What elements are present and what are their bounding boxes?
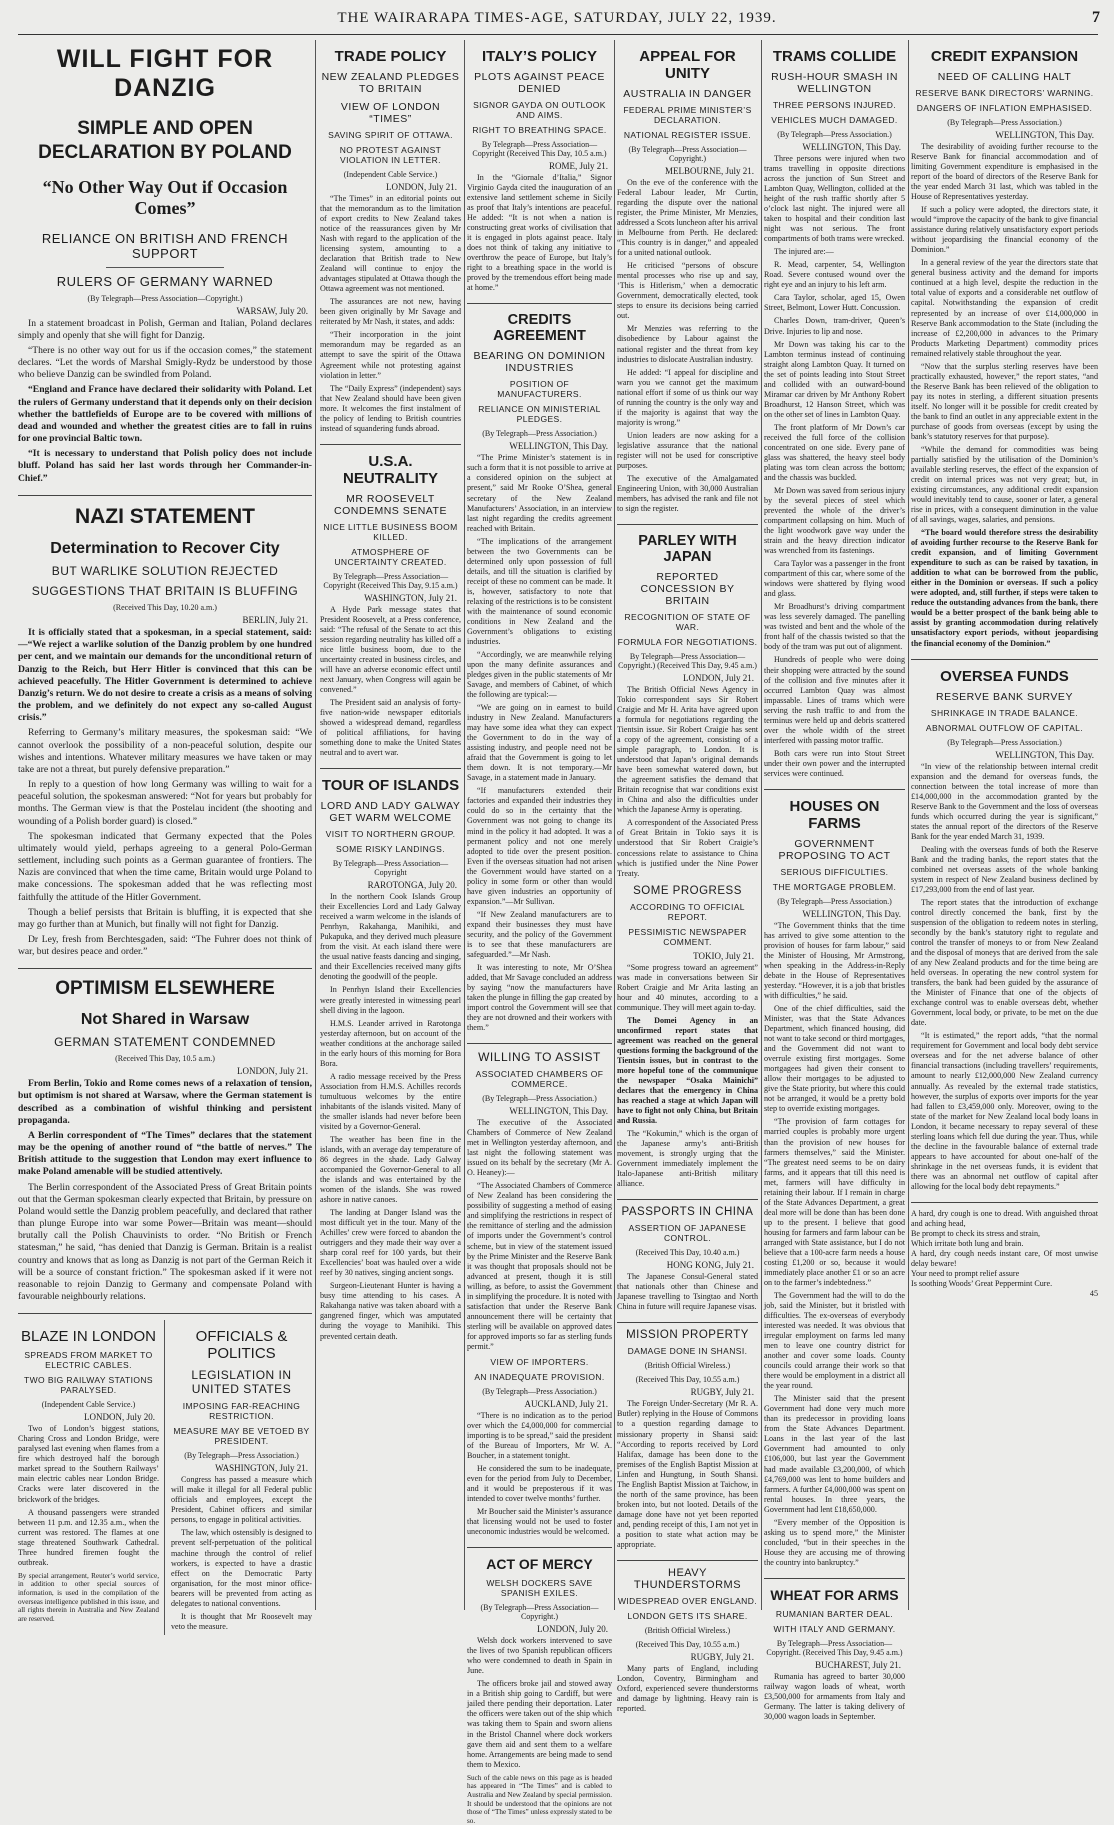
paragraph: In the “Giornale d’Italia,” Signor Virginio Gayda cited the inauguration of an extensive land settlement scheme in Sicily as proof that Italy’s intentions are peaceful. He added: “It is not when a nation is constructing great works of civilisation that it is engaged in plots against peace. Italy does not think of taking any initiative to overthrow the peace of Europe, but Italy’s right to a breathing space in the world is proved by the tremendous effort being made at home.”: [467, 173, 612, 293]
credit-expansion-headline: CREDIT EXPANSION: [930, 48, 1079, 65]
italy-deck-2: RIGHT TO BREATHING SPACE.: [472, 125, 607, 135]
credit-line: (By Telegraph—Press Association.): [482, 1386, 597, 1396]
progress-deck-2: PESSIMISTIC NEWSPAPER COMMENT.: [628, 926, 747, 947]
tour-deck-1: VISIT TO NORTHERN GROUP.: [325, 829, 456, 840]
parley-subheadline: REPORTED CONCESSION BY BRITAIN: [640, 571, 735, 607]
article-body: [320, 194, 461, 434]
column-2: [320, 40, 461, 1610]
nazi-headline: NAZI STATEMENT: [74, 504, 256, 528]
paragraph: He criticised “persons of obscure mental processes who rise up and say, ‘This is Hitlerism,’ when a democratic Government, democratically elected, took steps to ensure its decisions being carried out.: [617, 261, 758, 321]
italy-headline: ITALY’S POLICY: [481, 48, 598, 65]
advert-line: Is soothing Woods’ Great Peppermint Cure.: [911, 1279, 1053, 1289]
usa-deck-2: ATMOSPHERE OF UNCERTAINTY CREATED.: [334, 546, 447, 567]
importers-headline: VIEW OF IMPORTERS.: [490, 1356, 589, 1367]
credits-deck-2: RELIANCE ON MINISTERIAL PLEDGES.: [478, 404, 601, 425]
paragraph: He added: “I appeal for discipline and warn you we cannot get the maximum national effort if some of us think our way of running the country is the only way and if the majority is against that way the majority is wrong.”: [617, 367, 758, 427]
nazi-deck-2: SUGGESTIONS THAT BRITAIN IS BLUFFING: [31, 583, 299, 598]
paragraph: Cara Taylor was a passenger in the front compartment of this car, where some of the windows were shattered by flying wood and glass.: [764, 559, 905, 599]
paragraph: “It is estimated,” the report adds, “that the normal requirement for Government and local body debt service overseas and for the net adverse balance of other financial transactions (including travellers’ requirements, amount to nearly £12,000,000 New Zealand currency annually. As revealed by the external trade statistics, however, the surplus of exports over imports for the year had fallen to £3,459,000 only. Moreover, owing to the state of the market for New Zealand local body loans in London, it became necessary to repay several of these sterling loans which fell due during the year. Thus, while the decline in the favourable balance of external trade appears to have accounted for about one-half of the shrinkage in the net overseas funds, it is evident that there was an abnormal net outflow of capital after allowing for the local body debt repayments.”: [911, 1031, 1098, 1191]
divider: [106, 267, 224, 268]
optimism-subheadline: Not Shared in Warsaw: [80, 1011, 250, 1029]
advert-line: Which irritate both lung and brain.: [911, 1238, 1024, 1248]
paragraph: The British Official News Agency in Tokio correspondent says Sir Robert Craigie and Mr H. Arita have agreed upon a formula for negotiations regarding the Tientsin issue. Sir Robert Craigie has sent a copy of the agreement, consisting of a simple paragraph, to London. It is understood that Japan’s original demands have been somewhat watered down, but the agreement satisfies the demand that Britain recognise that war conditions exist in China and also the difficulties under which the Japanese Army is operating.: [617, 685, 758, 815]
paragraph: In a statement broadcast in Polish, German and Italian, Poland declares simply and openly that she will fight for Danzig.: [18, 317, 312, 341]
trams-headline: TRAMS COLLIDE: [772, 48, 897, 65]
tour-subheadline: LORD AND LADY GALWAY GET WARM WELCOME: [320, 800, 461, 825]
paragraph: Mr Menzies was referring to the disobedience by Labour against the national register and the threat from key industries to dislocate Australian industry.: [617, 324, 758, 364]
trade-deck-1: VIEW OF LONDON “TIMES”: [340, 101, 441, 125]
times-footnote: Such of the cable news on this page as is headed has appeared in “The Times” and is cabled to Australia and New Zealand by special permission. It should be understood that the opinions are not those of “The Times” unless expressly stated to be so.: [467, 1773, 612, 1825]
willing-deck: ASSOCIATED CHAMBERS OF COMMERCE.: [475, 1069, 604, 1090]
credit-line: (Independent Cable Service.): [41, 1400, 136, 1410]
column-divider: [315, 40, 316, 1610]
credit-line: (By Telegraph—Press Association.): [482, 1094, 597, 1104]
paragraph: Mr Boucher said the Minister’s assurance that licensing would not be used to foster uneconomic industries would be welcomed.: [467, 1507, 612, 1537]
paragraph: “If New Zealand manufacturers are to expand their businesses they must have security, and the policy of the Government is to see that these manufacturers are safeguarded.”—Mr Nash.: [467, 909, 612, 959]
parley-deck-2: FORMULA FOR NEGOTIATIONS.: [617, 637, 758, 647]
credit-line: (By Telegraph—Press Association—Copyright.): [87, 293, 243, 303]
received-line: (Received This Day, 10.5 a.m.): [115, 1054, 215, 1064]
page-number: 7: [1092, 9, 1100, 26]
paragraph: The law, which ostensibly is designed to prevent self-perpetuation of the political machine through the control of relief workers, is expected to have a drastic effect on the Democratic Party organisation, for the most minor office-bearers will be prevented from acting as delegates to national conventions.: [171, 1528, 312, 1608]
credit-line: (By Telegraph—Press Association.): [482, 429, 597, 439]
paragraph: In Penrhyn Island their Excellencies were greatly interested in witnessing pearl shell diving in the lagoon.: [320, 985, 461, 1015]
credit-line: (By Telegraph—Press Association—Copyright.): [628, 145, 747, 163]
tour-deck-2: SOME RISKY LANDINGS.: [336, 844, 445, 855]
paragraph: Dealing with the overseas funds of both the Reserve Bank and the trading banks, the report states that the combined net overseas assets of the whole banking system in respect of New Zealand business declined by £17,293,000 from the end of last year.: [911, 844, 1098, 894]
column-divider: [908, 40, 909, 1610]
article-body: [764, 1672, 905, 1722]
oversea-funds-deck-1: SHRINKAGE IN TRADE BALANCE.: [930, 707, 1079, 718]
received-line: (Received This Day, 10.55 a.m.): [635, 1375, 740, 1385]
credit-line: By Telegraph—Press Association—Copyright. (Received This Day, 9.45 a.m.): [766, 1638, 903, 1657]
paragraph: The President said an analysis of forty-five nation-wide newspaper editorials showed a widespread demand, regardless of political affiliations, for having something done to make the United States neutral and to avert war.: [320, 698, 461, 758]
masthead: [0, 0, 1114, 34]
paragraph: “Now that the surplus sterling reserves have been practically exhausted, however,” the report states, “and the Reserve Bank has been relieved of the obligation to pay its notes in sterling, a different situation presents itself. No longer will it be possible for credit created by the bank to find an outlet in any appreciable extent in the purchase of goods from overseas (except by using the bank’s statutory reserves for that purpose).: [911, 361, 1098, 441]
paragraph: In the northern Cook Islands Group their Excellencies Lord and Lady Galway received a warm welcome in the islands of Penrhyn, Rakahanga, Manihiki, and Pukapuka, and they derived much pleasure from the visit. At each island there were the usual native feasts dancing and singing, and their Excellencies received many gifts denoting the goodwill of the people.: [320, 892, 461, 982]
paragraph: The Minister said that the present Government had done very much more than its predecessor in providing loans from the State Advances Department. Loans in the last year of the last Government had amounted to only £106,000, but last year the Government had made available £3,200,000, of which £4,769,000 was lent to home builders and farmers. A further £4,000,000 was spent on rental houses. In three years, the Government had lent £18,650,000.: [764, 1394, 905, 1514]
column-divider: [614, 40, 615, 1610]
paragraph: The spokesman indicated that Germany expected that the Poles ultimately would yield, perhaps agreeing to a general Polo-German settlement, including such points as a German guarantee of frontiers. The Nazis are convinced that when the time came, Britain would urge Poland to make concessions. The spokesman added that he was reflecting most faithfully the attitude of the Hitler Government.: [18, 830, 312, 903]
wheat-deck-2: WITH ITALY AND GERMANY.: [773, 1623, 896, 1634]
paragraph: “While the demand for commodities was being partially satisfied by the utilisation of the Dominion’s available sterling reserves, the effect of the expansion of credit on internal prices was not very great; but, in existing circumstances, any additional credit expansion would inevitably tend to cause, sooner or later, a general rise in prices, with a consequent diminution in the value of all savings, wages, salaries, and pensions.: [911, 444, 1098, 525]
paragraph: “Some progress toward an agreement” was made in conversations between Sir Robert Craigie and Mr Arita lasting an hour and 40 minutes, according to a communique. They will meet again to-day.: [617, 962, 758, 1012]
paragraph: In a general review of the year the directors state that general business activity and the demand for imports continued at a high level, despite the reduction in the total value of exports and a considerable net outflow of capital. Notwithstanding the expansion of credit represented by an increase of over £14,000,000 in Reserve Bank accommodation to the State (including the increase of £2,200,000 in advances to the Primary Products Marketing Department) commodity prices remained relatively stable throughout the year.: [911, 258, 1098, 358]
paragraph: The “Daily Express” (independent) says that New Zealand should have been given more. It welcomes the first instalment of the policy of lending to British countries instead of squandering funds abroad.: [320, 383, 461, 433]
officials-headline: OFFICIALS & POLITICS: [195, 1328, 288, 1363]
appeal-deck-1: FEDERAL PRIME MINISTER’S DECLARATION.: [623, 105, 752, 125]
oversea-funds-deck-2: ABNORMAL OUTFLOW OF CAPITAL.: [925, 722, 1084, 733]
paragraph: “England and France have declared their solidarity with Poland. Let the rulers of Germany understand that it depends only on their decision whether the battlefields of Europe are to be covered with millions of dead and wounded and whether the greatest cities are to fall in ruins for one provincial Baltic town.: [18, 384, 312, 445]
paragraph: “The provision of farm cottages for married couples is probably more urgent than the provision of new houses for farmers themselves,” said the Minister. “The greatest need seems to be on dairy farms, and it appears that till this need is met, farmers will have difficulty in retaining their labour. If I remain in charge of the State Advances Department, a great deal more will be done than has been done up to the present. I believe that good housing for farmers and farm labour can be arranged with State assistance, but I do not believe that a 100-acre farm needs a house costing £1,200 or so, because it would immediately place another £1 or so an acre on to the farmer’s indebtedness.”: [764, 1117, 905, 1287]
mission-headline: MISSION PROPERTY: [626, 1329, 749, 1342]
italy-subheadline: PLOTS AGAINST PEACE DENIED: [474, 71, 605, 95]
mercy-headline: ACT OF MERCY: [486, 1556, 593, 1573]
article-body: [320, 605, 461, 758]
paragraph: “The Government thinks that the time has arrived to give some attention to the provision of houses for farm labour,” said the Minister of Housing, Mr Armstrong, when speaking in the Address-in-Reply debate in the House of Representatives yesterday. “However, it is a job that bristles with difficulties,” he said.: [764, 920, 905, 1001]
paragraph: “We are going on in earnest to build industry in New Zealand. Manufacturers may have some idea what they can expect the Government to do in the way of assisting industry, and people need not be afraid that the Government is going to let them down. It is not temporary.—Mr Savage, in a statement made in January.: [467, 703, 612, 783]
credit-line: (British Official Wireless.): [644, 1625, 731, 1635]
dateline: WASHINGTON, July 21.: [215, 1463, 308, 1474]
paragraph: A Hyde Park message states that President Roosevelt, at a Press conference, said: “The refusal of the Senate to act this session regarding neutrality has killed off a nice little business boom, due to the uncertainty created in business circles, and will have an adverse economic effect until next January, when Congress will again be convened.”: [320, 604, 461, 694]
paragraph: The Domei Agency in an unconfirmed report states that agreement was reached on the general questions forming the background of the Tientsin issues, but in contrast to the more hopeful tone of the communique the newspaper “Osaka Mainichi” declares that the emergency in China has reached a stage at which Japan will have to fight not only China, but Britain and Russia.: [617, 1015, 758, 1126]
paragraph: The Foreign Under-Secretary (Mr R. A. Butler) replying in the House of Commons to a question regarding damage to missionary property in Shansi said: “According to reports received by Lord Halifax, damage has been done to the premises of the English Baptist Mission at Linfen and Hungtung, in South Shansi. The English Baptist Mission at Taichow, in the north of the same province, has been broken into, but not looted. Details of the damage done have not yet been reported and, pending receipt of this, I am not yet in a position to state what action may be appropriate.: [617, 1399, 758, 1549]
usa-deck-1: NICE LITTLE BUSINESS BOOM KILLED.: [323, 521, 458, 542]
received-line: (Received This Day, 10.40 a.m.): [635, 1248, 740, 1258]
paragraph: “The Prime Minister’s statement is in such a form that it is not possible to arrive at a considered opinion on the subject at present,” said Mr Rooke O’Shea, general secretary of the New Zealand Manufacturers’ Association, in an interview last night regarding the credits agreement reached with Britain.: [467, 453, 612, 533]
paragraph: The Government had the will to do the job, said the Minister, but it bristled with difficulties. The ex-overseas of everybody interested was needed. It was obvious that irregular employment on farms led many men to leave one country district for another and cover some loads. County councils could arrange their work so that there would be employment in a district all the year round.: [764, 1290, 905, 1391]
column-1: [18, 40, 312, 1631]
dateline: AUCKLAND, July 21.: [524, 1398, 608, 1409]
section-rule: [911, 1202, 1098, 1203]
credit-line: (Independent Cable Service.): [343, 170, 438, 179]
oversea-funds-subheadline: RESERVE BANK SURVEY: [936, 690, 1073, 703]
paragraph: Dr Ley, fresh from Berchtesgaden, said: “The Fuhrer does not think of war, but desires peace and order.”: [18, 934, 312, 958]
paragraph: Rumania has agreed to barter 30,000 railway wagon loads of wheat, worth £3,500,000 for armaments from Italy and Germany. The latter is taking delivery of 30,000 wagon loads in September.: [764, 1671, 905, 1721]
nazi-deck-1: BUT WARLIKE SOLUTION REJECTED: [51, 563, 279, 578]
peppermint-cure-advert: [911, 1209, 1098, 1299]
section-rule: [467, 303, 612, 304]
paragraph: The Japanese Consul-General stated that nationals other than Chinese and Japanese travelling to Tsingtao and North China in future will require Japanese visas.: [617, 1272, 758, 1312]
article-body: [764, 154, 905, 779]
credit-line: By Telegraph—Press Association—Copyright: [332, 859, 449, 878]
usa-headline: U.S.A. NEUTRALITY: [343, 452, 438, 487]
section-rule: [18, 495, 312, 496]
paragraph: Two of London’s biggest stations, Charing Cross and London Bridge, were paralysed last evening when flames from a fire which destroyed half the borough market spread to the Southern Railways’ main electric cables near London Bridge. Cracks were later discovered in the brickwork of the bridges.: [18, 1424, 159, 1504]
parley-deck-1: RECOGNITION OF STATE OF WAR.: [624, 612, 751, 632]
trams-deck-2: VEHICLES MUCH DAMAGED.: [771, 115, 898, 125]
paragraph: “Every member of the Opposition is asking us to spend more,” the Minister concluded, “but in their speeches in the House they are accusing me of throwing the country into bankruptcy.”: [764, 1517, 905, 1567]
credit-line: By Telegraph—Press Association—Copyright (Received This Day, 10.5 a.m.): [472, 140, 607, 158]
paragraph: A thousand passengers were stranded between 11 p.m. and 12.35 a.m., when the current was restored. The flames at one stage threatened Southwark Cathedral. Three hundred firemen fought the outbreak.: [18, 1507, 159, 1567]
paragraph: Three persons were injured when two trams travelling in opposite directions across the junction of Sun Street and Lambton Quay, Wellington, collided at the height of the rush traffic shortly after 5 o’clock last night. The injured were all taken to hospital and their condition last night was not serious. The front compartments of both trams were wrecked.: [764, 154, 905, 244]
dateline: LONDON, July 20.: [537, 1624, 608, 1635]
section-rule: [18, 1313, 312, 1314]
paragraph: “If manufacturers extended their factories and expanded their industries they could do so in the certainty that the Government was not going to change its mind in the policy it had adopted. It was a permanent policy and not one merely adopted to tide over the present position. Even if the overseas situation had not arisen the Government would have started on a policy in some form or other than would have given industries an opportunity of expansion.”—Mr Sullivan.: [467, 786, 612, 906]
credits-deck-1: POSITION OF MANUFACTURERS.: [497, 379, 582, 400]
dateline: LONDON, July 21.: [683, 673, 754, 683]
article-body: [617, 963, 758, 1190]
section-rule: [320, 444, 461, 445]
paragraph: “The board would therefore stress the desirability of avoiding further recourse to the Reserve Bank for credit expansion, and of limiting Government expenditure to such as can be raised by taxation, in addition to what can be borrowed from the public, either in the Dominion or overseas. If such a policy were adopted, and, still further, if steps were taken to reduce the outstanding advances from the bank, there would be a better prospect of the bank being able to assist by granting accommodation during relatively unsatisfactory export periods, without jeopardising the financial economy of the Dominion.”: [911, 528, 1098, 648]
article-body: [18, 627, 312, 958]
article-body: [764, 921, 905, 1568]
paragraph: “There is no other way out for us if the occasion comes,” the statement declares. “Let the words of Marshal Smigly-Rydz be understood by those who believe Danzig can be swindled from Poland.: [18, 344, 312, 381]
main-deck-2: RULERS OF GERMANY WARNED: [56, 273, 274, 289]
dateline: ROME, July 21.: [548, 161, 608, 171]
credit-line: (By Telegraph—Press Association.): [184, 1451, 299, 1461]
officials-article: [171, 1320, 312, 1634]
dateline: RAROTONGA, July 20.: [367, 880, 457, 891]
article-body: [18, 1424, 159, 1567]
article-body: [18, 318, 312, 485]
paragraph: The injured are:—: [774, 247, 834, 257]
paragraph: The report states that the introduction of exchange control directly concerned the bank, first by the suspension of the obligation to redeem notes in sterling, secondly by the bank’s statutory right to regulate and control the transfer of moneys to or from New Zealand and the disposal of moneys that are derived from the sale of any New Zealand products and for the time being are held overseas. In operating the new control system for transfers, the bank had been guided by the assurance of the Minister of Finance that one of the objects of exchange control was to enable overseas debt, whether Government, local body, or private, to be met on the due date.: [911, 897, 1098, 1028]
paragraph: H.M.S. Leander arrived in Rarotonga yesterday afternoon, but on account of the weather conditions at the anchorage sailed in the early hours of this morning for Bora Bora.: [320, 1018, 461, 1068]
article-body: [467, 1636, 612, 1769]
section-rule: [467, 1547, 612, 1548]
main-quote-headline: “No Other Way Out if Occasion Comes”: [42, 176, 288, 218]
section-rule: [320, 768, 461, 769]
credit-line: By Telegraph—Press Association—Copyright (Received This Day, 9.15 a.m.): [323, 571, 458, 590]
section-rule: [911, 659, 1098, 660]
paragraph: If such a policy were adopted, the directors state, it would “improve the capacity of the bank to give financial assistance during relatively unsatisfactory export periods without jeopardising the financial economy of the Dominion.”: [911, 205, 1098, 255]
section-rule: [18, 968, 312, 969]
section-rule: [617, 1560, 758, 1561]
trams-deck-1: THREE PERSONS INJURED.: [772, 100, 897, 110]
received-line: (Received This Day, 10.20 a.m.): [113, 602, 217, 612]
paragraph: The executive of the Amalgamated Engineering Union, with 30,000 Australian members, has advised the rank and file not to sign the register.: [617, 473, 758, 513]
progress-deck-1: ACCORDING TO OFFICIAL REPORT.: [630, 901, 745, 922]
paragraph: The executive of the Associated Chambers of Commerce of New Zealand met in Wellington yesterday afternoon, and last night the following statement was issued on its behalf by the secretary (Mr A. O. Heaney):—: [467, 1118, 612, 1178]
optimism-deck: GERMAN STATEMENT CONDEMNED: [54, 1035, 276, 1050]
dateline: MELBOURNE, July 21.: [664, 166, 754, 176]
paragraph: “In view of the relationship between internal credit expansion and the demand for overseas funds, the connection between the total increase of more than £14,000,000 in the accommodation granted by the Reserve Bank to the Government and the loss of overseas funds which occurred during the year is significant,” states the annual report of the directors of the Reserve Bank for the year ended March 31, 1939.: [911, 761, 1098, 841]
paragraph: It is officially stated that a spokesman, in a special statement, said:—“We reject a warlike solution of the Danzig problem by one hundred per cent, and we maintain our demands for the unconditional return of Danzig to the Reich, but Herr Hitler is convinced that this can be achieved peacefully. The Hitler Government is determined to achieve Danzig’s return. We do not desire to create a crisis as a means of solving the problem, and we definitely do not expect any so-called August crisis.”: [18, 626, 312, 724]
italy-deck-1: SIGNOR GAYDA ON OUTLOOK AND AIMS.: [473, 100, 606, 120]
nazi-subheadline: Determination to Recover City: [50, 539, 280, 557]
paragraph: The Berlin correspondent of the Associated Press of Great Britain points out that the German spokesman clearly expected that Britain, by pressure on Poland would settle the Danzig problem peacefully, and declared that rather than plunge Europe into war some Power—Britain was meant—should brutally call the Polish Chauvinists to order. “No British or French statesman,” he said, “has denied that Danzig is German. Britain is a realist country and knows that as long as Danzig is not part of the German Reich it will be a source of constant friction.” The spokesman asked if it were not reasonable to rejoin Danzig to Germany and compensate Poland with favourable neighbourly relations.: [18, 1181, 312, 1303]
thunder-headline: HEAVY THUNDERSTORMS: [633, 1566, 742, 1591]
paragraph: Hundreds of people who were doing their shopping were attracted by the sound of the collision and five minutes after it occurred Lambton Quay was almost impassable. Lines of trams which were serving the rush traffic to and from the terminus were held up and debris scattered over the whole width of the street interfered with passing motor traffic.: [764, 655, 905, 745]
column-4: [617, 40, 758, 1713]
paragraph: Though a belief persists that Britain is bluffing, it is expected that she may go further than at Munich, but finally will not fight for Danzig.: [18, 906, 312, 930]
dateline: BERLIN, July 21.: [242, 614, 308, 625]
paragraph: From Berlin, Tokio and Rome comes news of a relaxation of tension, but optimism is not shared at Warsaw, where the German statement is described as a combination of wishful thinking and persistent propaganda.: [18, 1078, 312, 1126]
paragraph: Cara Taylor, scholar, aged 15, Owen Street, Belmont, Lower Hutt. Concussion.: [764, 293, 905, 313]
dateline: RUGBY, July 21.: [690, 1651, 754, 1662]
tour-headline: TOUR OF ISLANDS: [321, 777, 460, 795]
advert-line: Be prompt to check its stress and strain,: [911, 1228, 1041, 1238]
article-body: [467, 453, 612, 1033]
paragraph: A radio message received by the Press Association from H.M.S. Achilles records tumultuous welcomes by the entire inhabitants of the islands visited. Many of the smaller islands had never before been visited by a Governor-General.: [320, 1071, 461, 1131]
dateline: WELLINGTON, This Day.: [995, 130, 1094, 140]
paragraph: It is thought that Mr Roosevelt may veto the measure.: [171, 1611, 312, 1631]
paragraph: Union leaders are now asking for a legislative assurance that the national register will not be used for conscriptive purposes.: [617, 430, 758, 470]
paragraph: “Their incorporation in the joint memorandum may be regarded as an attempt to save the spirit of the Ottawa Agreement while not protesting against violation in letter.”: [320, 330, 461, 380]
thunder-deck-2: LONDON GETS ITS SHARE.: [627, 1610, 748, 1621]
section-rule: [467, 1043, 612, 1044]
paragraph: Congress has passed a measure which will make it illegal for all Federal public officials and employees, except the President, Cabinet officers and similar persons, to engage in political activities.: [171, 1475, 312, 1525]
article-body: [18, 1078, 312, 1303]
appeal-deck-2: NATIONAL REGISTER ISSUE.: [623, 130, 752, 140]
article-body: [617, 1272, 758, 1312]
wheat-deck-1: RUMANIAN BARTER DEAL.: [775, 1608, 894, 1619]
thunder-deck-1: WIDESPREAD OVER ENGLAND.: [617, 1595, 757, 1606]
trams-subheadline: RUSH-HOUR SMASH IN WELLINGTON: [771, 71, 898, 95]
paragraph: “There is no indication as to the period over which the £4,000,000 for commercial importing is to be spread,” said the president of the Bureau of Importers, Mr W. A. Boucher, in a statement tonight.: [467, 1410, 612, 1460]
blaze-article: [18, 1320, 165, 1634]
houses-deck-2: THE MORTGAGE PROBLEM.: [772, 881, 897, 892]
passports-deck: ASSERTION OF JAPANESE CONTROL.: [628, 1223, 747, 1244]
passports-headline: PASSPORTS IN CHINA: [621, 1206, 754, 1219]
article-body: [911, 142, 1098, 649]
trade-deck-3: NO PROTEST AGAINST VIOLATION IN LETTER.: [339, 145, 442, 165]
dateline: WASHINGTON, July 21.: [364, 592, 457, 603]
paragraph: “Accordingly, we are meanwhile relying upon the many definite assurances and pledges given in the public statements of Mr Savage, and members of Cabinet, of which the following are typical:—: [467, 649, 612, 700]
reuters-footnote: By special arrangement, Reuter’s world service, in addition to other special sources of information, is used in the compilation of the overseas intelligence published in this issue, and all rights therein in Australia and New Zealand are reserved.: [18, 1571, 159, 1623]
oversea-funds-headline: OVERSEA FUNDS: [940, 667, 1069, 685]
appeal-subheadline: AUSTRALIA IN DANGER: [623, 88, 752, 100]
paragraph: Mr Down was taking his car to the Lambton terminus instead of continuing straight along Lambton Quay. It turned on the set of points leading into Stout Street and collided with an outward-bound Miramar car driven by Mr Anthony Robert Broadhurst, 12 Hanson Street, which was on the other set of lines in Lambton Quay.: [764, 339, 905, 419]
main-subheadline: SIMPLE AND OPEN DECLARATION BY POLAND: [38, 118, 292, 163]
paragraph: “The implications of the arrangement between the two Governments can be determined only upon possession of full details, and till the situation is clarified by receipt of these no comment can be made. It is, however, satisfactory to note that relaxing of the restrictions is to be consistent with the maintenance of sound economic conditions in New Zealand and the Government’s obligations to existing industries.: [467, 536, 612, 646]
advert-number: 45: [1089, 1289, 1098, 1299]
main-headline: WILL FIGHT FOR DANZIG: [56, 45, 274, 102]
credit-line: (By Telegraph—Press Association.): [947, 737, 1062, 747]
paragraph: On the eve of the conference with the Federal Labour leader, Mr Curtin, regarding the dispute over the national register, the Prime Minister, Mr Menzies, addressed a Scots luncheon after his arrival in Melbourne from Perth. He declared: “This country is in danger,” and appealed for a united national outlook.: [617, 178, 758, 258]
paragraph: It was interesting to note, Mr O’Shea added, that Mr Savage concluded an address by saying “now the manufacturers have taken the plunge in filling the gap created by import control the Government will see that they are not drowned and their workers with them.”: [467, 962, 612, 1033]
advert-line: Your need to prompt relief assure: [911, 1269, 1020, 1279]
article-body: [171, 1475, 312, 1631]
blaze-headline: BLAZE IN LONDON: [20, 1328, 157, 1346]
trade-subheadline: NEW ZEALAND PLEDGES TO BRITAIN: [321, 71, 460, 95]
dateline: WELLINGTON, This Day.: [509, 441, 608, 452]
paragraph: “It is necessary to understand that Polish policy does not include bluff. Poland has said her last words through her Commander-in-Chief.”: [18, 448, 312, 484]
paragraph: Mr Broadhurst’s driving compartment was less severely damaged. The panelling was twisted and bent and the whole of the front half of the chassis twisted so that the body of the tram was put out of alignment.: [764, 602, 905, 652]
dateline: WELLINGTON, This Day.: [995, 749, 1094, 760]
paragraph: Many parts of England, including London, Coventry, Birmingham and Oxford, experienced severe thunderstorms and damage by lightning. Heavy rain is reported.: [617, 1663, 758, 1713]
progress-headline: SOME PROGRESS: [633, 884, 742, 897]
received-line: (Received This Day, 10.55 a.m.): [635, 1639, 740, 1649]
paragraph: Referring to Germany’s military measures, the spokesman said: “We cannot overlook the possibility of a non-peaceful solution, despite our wishes and intentions. Whatever military measures we have taken or may take are not a threat, but purely defensive preparation.”: [18, 727, 312, 775]
wheat-headline: WHEAT FOR ARMS: [770, 1586, 899, 1603]
paragraph: The desirability of avoiding further recourse to the Reserve Bank for financial accommodation and of limiting Government expenditure is emphasised in the report of the board of directors of the Reserve Bank for the year ended March 31 last, which was tabled in the House of Representatives yesterday.: [911, 142, 1098, 202]
paragraph: The officers broke jail and stowed away in a British ship going to Cardiff, but were jailed there pending their deportation. Later the officers were taken out of the ship which was taking them to Spain and sworn aliens in the Bristol Channel where dock workers gave them aid and sent them to a welfare home. Arrangements are being made to send them to Mexico.: [467, 1679, 612, 1769]
dateline: BUCHAREST, July 21.: [815, 1659, 901, 1670]
column-6: [911, 40, 1098, 1610]
appeal-headline: APPEAL FOR UNITY: [639, 48, 736, 82]
paragraph: He considered the sum to be inadequate, even for the period from July to December, and it would be preposterous if it was intended to cover twelve months’ further.: [467, 1464, 612, 1504]
credit-line: (By Telegraph—Press Association.): [777, 896, 892, 906]
dateline: TOKIO, July 21.: [693, 950, 754, 961]
masthead-title: THE WAIRARAPA TIMES-AGE, SATURDAY, JULY 22, 1939.: [337, 10, 777, 26]
optimism-headline: OPTIMISM ELSEWHERE: [55, 978, 275, 1000]
article-body: [467, 173, 612, 293]
parley-headline: PARLEY WITH JAPAN: [638, 533, 737, 565]
advert-line: A hard, dry cough is one to dread. With anguished throat and aching head,: [911, 1208, 1098, 1228]
article-body: [617, 1664, 758, 1714]
column-divider: [761, 40, 762, 1610]
paragraph: The weather has been fine in the islands, with an average day temperature of 86 degrees in the shade. Lady Galway accompanied the Governor-General to all the islands and was entertained by the women of the islands. She was rowed ashore in native canoes.: [320, 1134, 461, 1205]
trade-headline: TRADE POLICY: [334, 48, 447, 65]
dateline: LONDON, July 21.: [237, 1066, 308, 1077]
credit-expansion-deck-2: DANGERS OF INFLATION EMPHASISED.: [916, 103, 1093, 113]
officials-deck-1: IMPOSING FAR-REACHING RESTRICTION.: [182, 1401, 301, 1422]
mercy-deck: WELSH DOCKERS SAVE SPANISH EXILES.: [486, 1578, 593, 1599]
blaze-deck-1: SPREADS FROM MARKET TO ELECTRIC CABLES.: [24, 1350, 153, 1371]
paragraph: The assurances are not new, having been given originally by Mr Savage and reiterated by Mr Nash, it states, and adds:: [320, 297, 461, 327]
advert-line: A hard, dry cough needs instant care, Of most unwise delay beware!: [911, 1248, 1098, 1268]
houses-deck-1: SERIOUS DIFFICULTIES.: [780, 866, 889, 877]
credits-headline: CREDITS AGREEMENT: [493, 312, 586, 345]
credit-line: By Telegraph—Press Association—Copyright.) (Received This Day, 9.45 a.m.): [618, 652, 757, 670]
paragraph: R. Mead, carpenter, 54, Wellington Road. Severe contused wound over the right eye and an injury to his left arm.: [764, 260, 905, 290]
section-rule: [617, 524, 758, 525]
paragraph: One of the chief difficulties, said the Minister, was that the State Advances Department, which financed housing, did not want to take second or third mortgages, and the Government did not want to overrule existing first mortgages. Some mortgagees had given their consent to allow their mortgages to be adjusted to give the State priority, but where this could not be arranged, it would be a pretty bold step to override existing mortgages.: [764, 1004, 905, 1114]
paragraph: A Berlin correspondent of “The Times” declares that the statement may be the opening of another round of “the battle of nerves.” The British attitude to the suggestion that London may exert influence to make Poland amenable will be studied attentively.: [18, 1129, 312, 1178]
paragraph: “The Times” in an editorial points out that the memorandum as to the limitation of export credits to New Zealand takes notice of the reassurances given by Mr Nash with regard to the application of the licensing system, amounting to a declaration that British trade to New Zealand will continue to enjoy the advantages stipulated at Ottawa though the Ottawa agreement was not mentioned.: [320, 194, 461, 294]
officials-subheadline: LEGISLATION IN UNITED STATES: [191, 1368, 292, 1397]
credits-subheadline: BEARING ON DOMINION INDUSTRIES: [473, 350, 606, 375]
paragraph: In reply to a question of how long Germany was willing to wait for a peaceful solution, the spokesman answered: “Not for years but probably for months. The German view is that the Postelau incident (the shooting and wounding of a Polish border guard) is closed.”: [18, 779, 312, 827]
article-body: [467, 1118, 612, 1352]
article-body: [911, 762, 1098, 1192]
paragraph: Both cars were run into Stout Street under their own power and the interrupted services were continued.: [764, 748, 905, 778]
article-body: [467, 1411, 612, 1537]
article-body: [320, 892, 461, 1341]
credit-line: (British Official Wireless.): [644, 1361, 731, 1371]
dateline: HONG KONG, July 21.: [666, 1260, 754, 1271]
credit-line: (By Telegraph—Press Association.): [777, 130, 892, 139]
paragraph: “The Associated Chambers of Commerce of New Zealand has been considering the possibility of suggesting a method of easing and simplifying the restrictions in respect of the remittance of sterling and the admission of imports under the Government’s control scheme, but in view of the statement issued by the Prime Minister and the Reserve Bank it was thought that proposals should not be advanced at present, though it is still willing, as before, to assist the Government in simplifying the procedure. It is noted with satisfaction that under the Reserve Bank announcement there will be certainty that sterling will be available on approved dates for approved imports so far as sterling funds permit.”: [467, 1181, 612, 1351]
section-rule: [764, 1578, 905, 1579]
article-body: [617, 685, 758, 879]
main-deck-1: RELIANCE ON BRITISH AND FRENCH SUPPORT: [41, 230, 289, 261]
officials-deck-2: MEASURE MAY BE VETOED BY PRESIDENT.: [173, 1426, 310, 1447]
dateline: LONDON, July 20.: [84, 1412, 155, 1423]
credit-line: (By Telegraph—Press Association.): [947, 118, 1062, 127]
paragraph: Welsh dock workers intervened to save the lives of two Spanish republican officers who were condemned to death in Spain in June.: [467, 1636, 612, 1676]
dateline: RUGBY, July 21.: [690, 1387, 754, 1398]
section-rule: [764, 789, 905, 790]
section-rule: [617, 1199, 758, 1200]
paragraph: Charles Down, tram-driver, Queen’s Drive. Injuries to lip and nose.: [764, 316, 905, 336]
credit-expansion-subheadline: NEED OF CALLING HALT: [937, 71, 1072, 83]
houses-headline: HOUSES ON FARMS: [789, 797, 880, 832]
mission-deck: DAMAGE DONE IN SHANSI.: [627, 1346, 748, 1357]
credit-line: (By Telegraph—Press Association—Copyright.): [480, 1603, 599, 1622]
houses-subheadline: GOVERNMENT PROPOSING TO ACT: [778, 837, 891, 862]
dateline: WELLINGTON, This Day.: [802, 908, 901, 919]
article-body: [617, 1399, 758, 1549]
masthead-rule: [18, 34, 1098, 35]
section-rule: [617, 1322, 758, 1323]
willing-headline: WILLING TO ASSIST: [478, 1050, 601, 1065]
article-body: [617, 178, 758, 514]
column-5: [764, 40, 905, 1721]
dateline: LONDON, July 21.: [386, 182, 457, 192]
importers-deck: AN INADEQUATE PROVISION.: [474, 1371, 605, 1382]
paragraph: Mr Down was saved from serious injury by the several pieces of steel which prevented the whole of the driver’s compartment collapsing on him. Much of the light woodwork gave way under the strain and the heavy direction indicator was wrenched from its fastenings.: [764, 485, 905, 556]
credit-expansion-deck-1: RESERVE BANK DIRECTORS’ WARNING.: [915, 88, 1094, 98]
usa-subheadline: MR ROOSEVELT CONDEMNS SENATE: [334, 492, 447, 517]
trade-deck-2: SAVING SPIRIT OF OTTAWA.: [328, 130, 453, 140]
paragraph: The front platform of Mr Down’s car received the full force of the collision concentrated on one side. Every pane of glass was shattered, the heavy steel body plating was torn clean across the bottom; and the chassis was buckled.: [764, 422, 905, 482]
blaze-deck-2: TWO BIG RAILWAY STATIONS PARALYSED.: [24, 1375, 153, 1396]
dateline: WELLINGTON, This Day.: [509, 1106, 608, 1117]
paragraph: The “Kokumin,” which is the organ of the Japanese army’s anti-British movement, is strongly urging that the Government immediately implement the Italo-Japanese anti-British military alliance.: [617, 1129, 758, 1189]
dateline: WARSAW, July 20.: [236, 305, 308, 316]
column-3: [467, 40, 612, 1825]
dateline: WELLINGTON, This Day.: [802, 142, 901, 152]
column-divider: [464, 40, 465, 1610]
paragraph: Surgeon-Lieutenant Hunter is having a busy time attending to his cases. A Rakahanga native was taken aboard with a gangrened finger, which was amputated during the voyage to Manihiki. This prevented certain death.: [320, 1281, 461, 1341]
paragraph: The landing at Danger Island was the most difficult yet in the tour. Many of the Achilles’ crew were forced to abandon the outriggers and they made their way over a sharp coral reef for 100 yards, but their Excellencies’ boat was hauled over a wide reef by 30 natives, singing ancient songs.: [320, 1208, 461, 1278]
paragraph: A correspondent of the Associated Press of Great Britain in Tokio says it is understood that Sir Robert Craigie’s concessions relate to assistance to China which is justified under the Nine Power Treaty.: [617, 818, 758, 878]
